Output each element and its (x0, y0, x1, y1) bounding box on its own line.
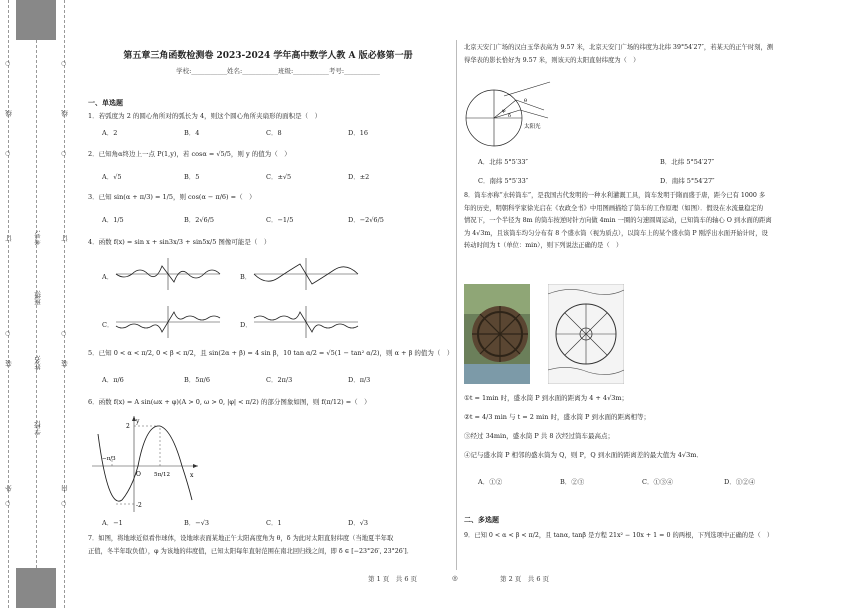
q8-option-a[interactable]: A．①② (478, 478, 503, 486)
q7-delta-label: δ (508, 113, 512, 119)
waterwheel-photo (464, 284, 530, 384)
gray-strip-bottom (16, 568, 56, 608)
section-multi-choice: 二、多选题 (464, 515, 499, 524)
student-info-line[interactable]: 学校:___________姓名:___________班级:___________考号:___________ (176, 67, 380, 75)
q1-option-c[interactable]: C．8 (266, 129, 282, 137)
q8-line: 为 4√3m，且该筒车均匀分布有 8 个盛水筒（视为质点），以筒车上的某个盛水筒 P 刚浮出水面开始计时，设 (464, 229, 768, 237)
sidebar-dot: ○ (61, 330, 67, 337)
question-7-part2 (464, 42, 854, 67)
outer-label-outside: 外 (5, 485, 13, 492)
outer-label-line: 线 (5, 110, 13, 117)
page-number-left: 第 1 页 共 6 页 (368, 575, 418, 583)
q7-theta-label: θ (524, 98, 528, 104)
q6-option-a[interactable]: A．−1 (102, 519, 123, 527)
q4-option-d[interactable]: D． (240, 321, 252, 329)
q7-option-c[interactable]: C．南纬 5°5′33″ (478, 177, 529, 185)
waterwheel-drawing (548, 284, 624, 384)
q2-option-a[interactable]: A．√5 (102, 173, 122, 181)
question-3: 3．已知 sin(α + π/3) = 1/5，则 cos(α − π/6) =（ ） (88, 193, 256, 201)
question-2: 2．已知角α终边上一点 P(1,y)，若 cosα = √5/5，则 y 的值为（ ） (88, 150, 291, 158)
q4-graph-c (114, 304, 224, 340)
sidebar-dot: ○ (5, 500, 11, 507)
q6-neg-tick: −π/3 (102, 456, 116, 462)
q3-option-a[interactable]: A．1/5 (102, 216, 124, 224)
q8-line: 情况下，一个半径为 8m 的筒车按逆时针方向做 4min 一圈的匀速圆周运动，已知筒车的轴心 O 到水面的距离 (464, 217, 772, 224)
q6-min-label: -2 (136, 502, 142, 509)
q7-earth-figure (464, 80, 554, 152)
q4-graph-a (114, 256, 224, 292)
question-1: 1．若弧度为 2 的圆心角所对的弧长为 4，则这个圆心角所夹扇形的面积是（ ） (88, 112, 322, 120)
q5-option-c[interactable]: C．2π/3 (266, 376, 293, 384)
field-exam-number[interactable]: 考号: (34, 230, 42, 246)
inner-label-bind: 订 (61, 235, 69, 242)
q6-origin-label: O (136, 471, 141, 478)
q8-line: 8．筒车亦称“水转筒车”，是我国古代发明的一种水利灌溉工具，筒车发明于隋而盛于唐，距今已有 1000 多 (464, 192, 766, 199)
q8-line: 转动时间为 t（单位：min），则下列说法正确的是（ ） (464, 242, 623, 249)
q4-option-b[interactable]: B． (240, 273, 252, 281)
outer-label-bind: 订 (5, 235, 13, 242)
column-divider (456, 40, 457, 570)
q7-phi-label: φ (502, 108, 506, 114)
q5-option-a[interactable]: A．π/6 (102, 376, 124, 384)
q7-option-a[interactable]: A．北纬 5°5′33″ (478, 158, 528, 166)
cut-line-inner (64, 0, 65, 608)
q6-option-d[interactable]: D．√3 (348, 519, 368, 527)
q7-line: 7．如图，将地球近似看作球体，设地球表面某地正午太阳高度角为 θ，δ 为此时太阳直射纬度（当地夏半年取 (88, 535, 394, 542)
q7-option-b[interactable]: B．北纬 5°54′27″ (660, 158, 715, 166)
question-5: 5．已知 0 < α < π/2, 0 < β < π/2，且 sin(2α + β) = 4 sin β，10 tan α/2 = √5(1 − tan² α/2)，则 α + β 的值为（ ） (88, 349, 454, 357)
q6-pos-tick: 5π/12 (154, 472, 170, 478)
q4-graph-d (252, 304, 362, 340)
q7-sun-label: 太阳光 (524, 124, 541, 130)
q3-option-d[interactable]: D．−2√6/5 (348, 216, 384, 224)
q6-max-label: 2 (126, 423, 130, 430)
right-column (464, 0, 854, 608)
outer-label-mount: 装 (5, 360, 13, 367)
gray-strip-top (16, 0, 56, 40)
question-4: 4．函数 f(x) = sin x + sin3x/3 + sin5x/5 图像可能是（ ） (88, 238, 271, 246)
q3-option-b[interactable]: B．2√6/5 (184, 216, 215, 224)
page-number-right: 第 2 页 共 6 页 (500, 575, 550, 583)
q8-statement-1: ①t = 1min 时，盛水筒 P 到水面的距离为 4 + 4√3m； (464, 394, 629, 402)
q8-statement-3: ③经过 34min，盛水筒 P 共 8 次经过筒车最高点； (464, 432, 615, 440)
question-9: 9．已知 0 < α < β < π/2，且 tanα, tanβ 是方程 21x² − 10x + 1 = 0 的两根，下列选项中正确的是（ ） (464, 532, 774, 539)
q6-option-b[interactable]: B．−√3 (184, 519, 210, 527)
q1-option-a[interactable]: A．2 (102, 129, 118, 137)
sidebar-dot: ○ (61, 500, 67, 507)
section-single-choice: 一、单选题 (88, 98, 123, 107)
q8-line: 年的历史，明朝科学家徐光启在《农政全书》中用图画描绘了筒车的工作原理（如图）．假设在水流量稳定的 (464, 204, 764, 212)
field-class[interactable]: 班级: (34, 290, 42, 306)
q8-statement-2: ②t = 4/3 min 与 t = 2 min 时，盛水筒 P 到水面的距离相等； (464, 413, 650, 421)
sidebar-dot: ○ (61, 60, 67, 67)
q2-option-b[interactable]: B．5 (184, 173, 200, 181)
sidebar-dot: ○ (61, 150, 67, 157)
q1-option-b[interactable]: B．4 (184, 129, 200, 137)
q4-option-c[interactable]: C． (102, 321, 114, 329)
q7-line: 正值，冬半年取负值），φ 为该地的纬度值，已知太阳每年直射范围在南北回归线之间，即 δ ∈ [−23°26′, 23°26′]． (88, 547, 413, 555)
question-8 (464, 190, 854, 253)
footer-divider-mark: ◎ (452, 574, 458, 582)
q4-graph-b (252, 256, 362, 292)
inner-label-mount: 装 (61, 360, 69, 367)
q6-sine-graph (92, 414, 202, 514)
q7-cont-line: 北京天安门广场的汉白玉华表高为 9.57 米，北京天安门广场的纬度为北纬 39°54′27″，若某天的正午时刻，测 (464, 44, 774, 51)
q8-option-b[interactable]: B．②③ (560, 478, 585, 486)
field-name[interactable]: 姓名: (34, 355, 42, 371)
field-school[interactable]: 学校: (34, 420, 42, 436)
sidebar-dot: ○ (5, 60, 11, 67)
q6-y-label: y (136, 418, 140, 425)
question-7-part1 (88, 533, 448, 558)
q6-option-c[interactable]: C．1 (266, 519, 282, 527)
cut-line-outer (8, 0, 9, 608)
binding-margin (0, 0, 80, 608)
q8-option-c[interactable]: C．①③④ (642, 478, 673, 486)
inner-label-line: 线 (61, 110, 69, 117)
exam-title: 第五章三角函数检测卷 2023-2024 学年高中数学人教 A 版必修第一册 (123, 51, 413, 61)
q7-cont-line: 得华表的影长恰好为 9.57 米，则该天的太阳直射纬度为（ ） (464, 56, 640, 64)
left-column (88, 0, 454, 608)
sidebar-dot: ○ (5, 330, 11, 337)
sidebar-dot: ○ (5, 150, 11, 157)
q5-option-b[interactable]: B．5π/6 (184, 376, 211, 384)
q3-option-c[interactable]: C．−1/5 (266, 216, 294, 224)
q2-option-d[interactable]: D．±2 (348, 173, 370, 181)
q2-option-c[interactable]: C．±√5 (266, 173, 292, 181)
q6-x-label: x (190, 472, 194, 479)
q5-option-d[interactable]: D．π/3 (348, 376, 371, 384)
q1-option-d[interactable]: D．16 (348, 129, 368, 137)
q4-option-a[interactable]: A． (102, 273, 114, 281)
q8-option-d[interactable]: D．①②④ (724, 478, 756, 486)
q8-statement-4: ④记与盛水筒 P 相邻的盛水筒为 Q，则 P，Q 到水面的距离差的最大值为 4√3m． (464, 451, 703, 459)
q7-option-d[interactable]: D．南纬 5°54′27″ (660, 177, 715, 185)
inner-label-inside: 内 (61, 485, 69, 492)
question-6: 6．函数 f(x) = A sin(ωx + φ)(A > 0, ω > 0, |φ| < π/2) 的部分图象如图，则 f(π/12) =（ ） (88, 398, 371, 406)
